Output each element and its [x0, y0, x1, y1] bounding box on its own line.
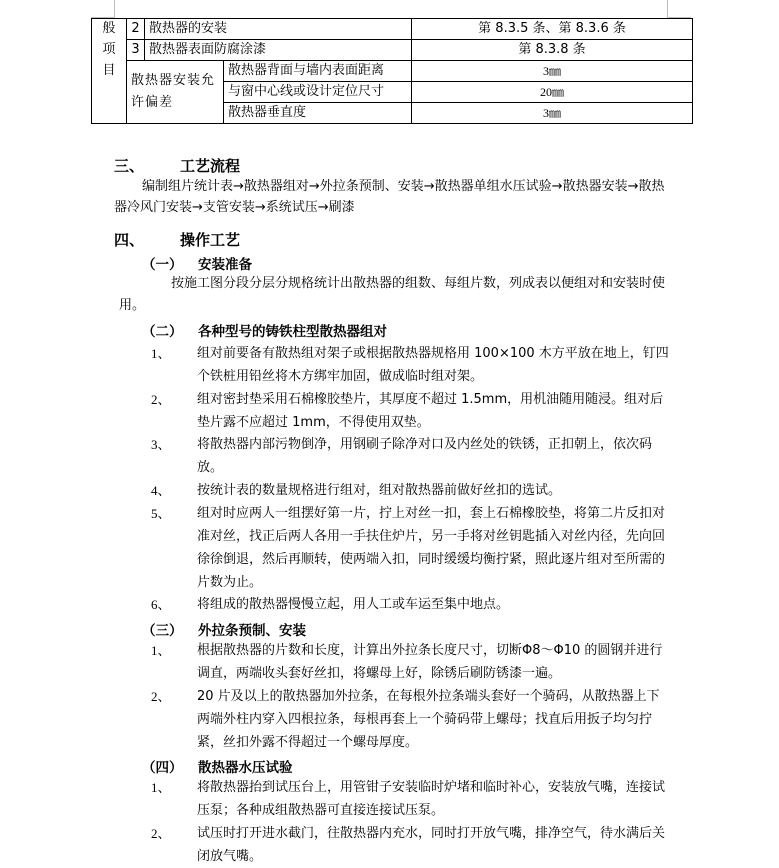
crop-mark: [114, 0, 115, 17]
list-text: 组对时应两人一组摆好第一片，拧上对丝一扣，套上石棉橡胶垫，将第二片反扣对准对丝，找正后两人各用一手扶住炉片，另一手将对丝钥匙插入对丝内径，先向回徐徐倒退，然后再顺转，使两端入扣，同时缓缓均衡拧紧，照此逐片组对至所需的片数为止。: [197, 506, 666, 590]
list-number: 6、: [151, 597, 171, 612]
item-value: 20㎜: [412, 82, 693, 103]
table-row: [92, 40, 693, 61]
list-number: 2、: [151, 826, 171, 841]
list-text: 20 片及以上的散热器加外拉条，在每根外拉条端头套好一个骑码，从散热器上下两端外柱内穿入四根拉条，每根再套上一个骑码带上螺母；找直后用扳子均匀拧紧，丝扣外露不得超过一个螺母厚度。: [197, 689, 660, 750]
section-title: 工艺流程: [180, 157, 241, 175]
row-number: 3: [127, 40, 145, 61]
list-number: 2、: [151, 689, 171, 704]
subsection-title: 各种型号的铸铁柱型散热器组对: [198, 324, 387, 340]
list-text: 组对密封垫采用石棉橡胶垫片，其厚度不超过 1.5mm，用机油随用随浸。组对后垫片露不应超过 1mm，不得使用双垫。: [197, 392, 664, 430]
list-number: 4、: [151, 483, 171, 498]
list-text: 将散热器抬到试压台上，用管钳子安装临时炉堵和临时补心，安装放气嘴，连接试压泵；各种成组散热器可直接连接试压泵。: [197, 780, 666, 818]
item-value: 3㎜: [412, 61, 693, 82]
list-number: 3、: [151, 437, 171, 452]
section-title: 操作工艺: [180, 231, 241, 249]
category-char: 般: [102, 21, 116, 36]
list-text: 按统计表的数量规格进行组对，组对散热器前做好丝扣的选试。: [197, 483, 562, 498]
subsection-heading: [142, 756, 293, 776]
list-number: 1、: [151, 346, 171, 361]
subsection-number: （二）: [142, 324, 183, 340]
subsection-number: （一）: [142, 257, 183, 273]
list-number: 1、: [151, 780, 171, 795]
subsection-heading: [142, 253, 252, 273]
list-number: 2、: [151, 392, 171, 407]
section-heading: [114, 155, 240, 176]
item-name: 散热器背面与墙内表面距离: [224, 61, 412, 82]
list-number: 5、: [151, 506, 171, 521]
process-flow: 编制组片统计表→散热器组对→外拉条预制、安装→散热器单组水压试验→散热器安装→散热器冷风门安装→支管安装→系统试压→刷漆: [114, 179, 665, 215]
list-text: 组对前要备有散热组对架子或根据散热器规格用 100×100 木方平放在地上，钉四个铁桩用铅丝将木方绑牢加固，做成临时组对架。: [197, 346, 669, 384]
subsection-title: 安装准备: [198, 257, 252, 273]
table-row: [92, 61, 693, 82]
item-name: 散热器的安装: [145, 19, 412, 40]
crop-mark: [667, 0, 668, 17]
inspection-table: [91, 18, 693, 124]
item-name: 散热器表面防腐涂漆: [145, 40, 412, 61]
category-char: 项: [102, 42, 116, 57]
subsection-heading: [142, 320, 387, 340]
item-name: 与窗中心线或设计定位尺寸: [224, 82, 412, 103]
group-label: 散热器安装允许偏差: [127, 61, 224, 124]
category-cell: [92, 19, 127, 124]
row-number: 2: [127, 19, 145, 40]
subsection-number: （四）: [142, 760, 183, 776]
section-number: 四、: [114, 231, 145, 249]
paragraph: 按施工图分段分层分规格统计出散热器的组数、每组片数，列成表以便组对和安装时使用。: [119, 276, 666, 313]
subsection-title: 散热器水压试验: [198, 760, 293, 776]
item-value: 3㎜: [412, 103, 693, 124]
item-name: 散热器垂直度: [224, 103, 412, 124]
list-text: 根据散热器的片数和长度，计算出外拉条长度尺寸，切断Φ8～Φ10 的圆钢并进行调直，两端收头套好丝扣，将螺母上好，除锈后刷防锈漆一遍。: [197, 643, 663, 681]
subsection-heading: [142, 619, 306, 639]
list-number: 1、: [151, 643, 171, 658]
item-value: 第 8.3.8 条: [412, 40, 693, 61]
section-number: 三、: [114, 157, 145, 175]
list-text: 将组成的散热器慢慢立起，用人工或车运至集中地点。: [197, 597, 510, 612]
list-text: 将散热器内部污物倒净，用钢刷子除净对口及内丝处的铁锈，正扣朝上，依次码放。: [197, 437, 653, 475]
subsection-title: 外拉条预制、安装: [198, 623, 306, 639]
table-row: [92, 19, 693, 40]
item-value: 第 8.3.5 条、第 8.3.6 条: [412, 19, 693, 40]
list-text: 试压时打开进水截门，往散热器内充水，同时打开放气嘴，排净空气，待水满后关闭放气嘴。: [197, 826, 666, 864]
section-heading: [114, 229, 240, 250]
subsection-number: （三）: [142, 623, 183, 639]
category-char: 目: [102, 63, 116, 78]
